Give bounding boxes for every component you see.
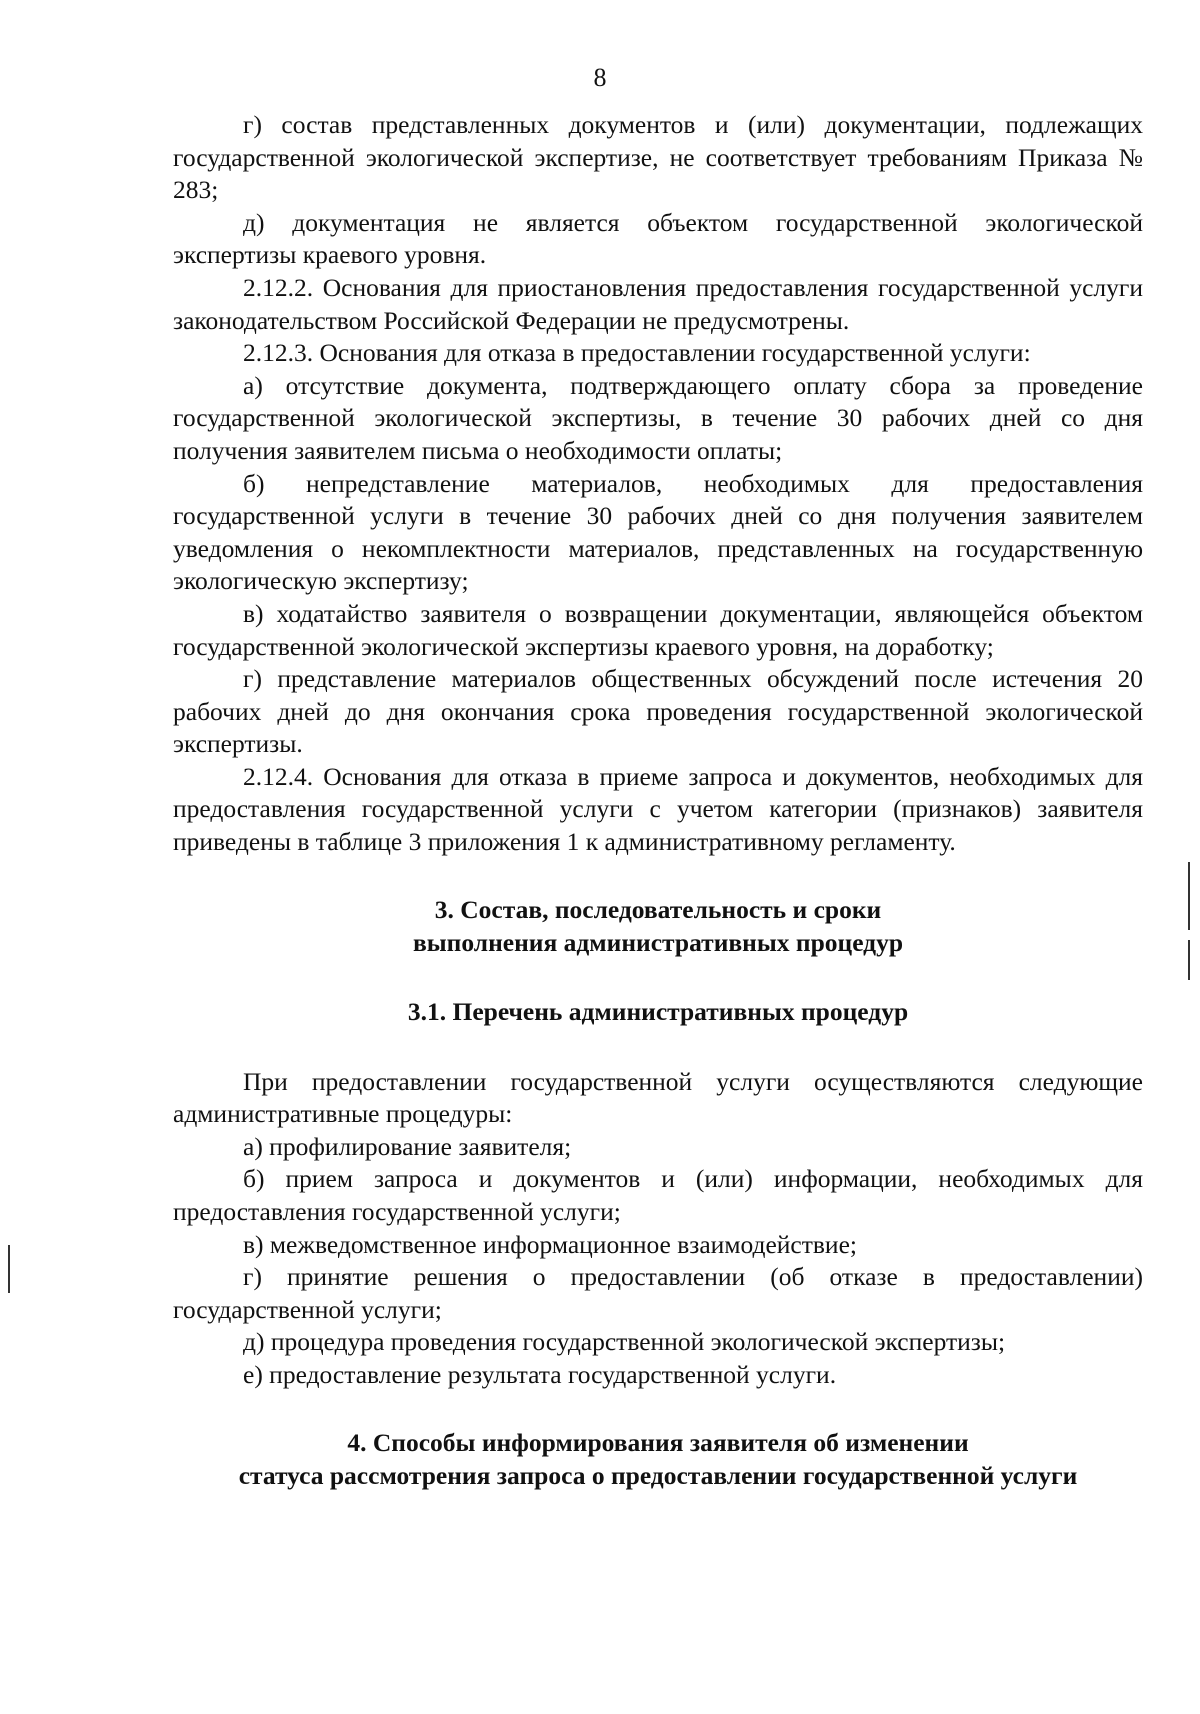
clause-2-12-2-paragraph: 2.12.2. Основания для приостановления предоставления государственной услуги законодательством Российской Федерации не предусмотрены. [173, 272, 1143, 335]
refusal-item-v-paragraph: в) ходатайство заявителя о возвращении документации, являющейся объектом государственной экологической экспертизы краевого уровня, на доработку; [173, 598, 1143, 661]
procedure-v-item: в) межведомственное информационное взаимодействие; [243, 1229, 857, 1259]
section-3-heading [173, 893, 1143, 959]
section-4-heading-line1: 4. Способы информирования заявителя об изменении [347, 1427, 969, 1457]
page-number: 8 [593, 63, 607, 92]
section-4-heading-line2: статуса рассмотрения запроса о предоставлении государственной услуги [238, 1460, 1078, 1490]
refusal-item-g-paragraph: г) представление материалов общественных обсуждений после истечения 20 рабочих дней до дня окончания срока проведения государственной экологической экспертизы. [173, 664, 1143, 759]
clause-2-12-3-paragraph: 2.12.3. Основания для отказа в предоставлении государственной услуги: [243, 338, 1031, 368]
item-d-paragraph: д) документация не является объектом государственной экологической экспертизы краевого уровня. [173, 207, 1143, 270]
procedures-intro-paragraph: При предоставлении государственной услуги осуществляются следующие административные процедуры: [173, 1066, 1143, 1129]
procedure-d-item: д) процедура проведения государственной экологической экспертизы; [243, 1327, 1006, 1357]
procedure-g-item: г) принятие решения о предоставлении (об отказе в предоставлении) государственной услуги; [173, 1262, 1143, 1324]
scan-margin-mark-left [8, 1245, 10, 1293]
clause-2-12-4-paragraph: 2.12.4. Основания для отказа в приеме запроса и документов, необходимых для предоставления государственной услуги с учетом категории (признаков) заявителя приведены в таблице 3 приложения 1 к административному регламенту. [173, 761, 1143, 857]
section-3-1-heading: 3.1. Перечень административных процедур [407, 996, 909, 1026]
item-g-paragraph: г) состав представленных документов и (или) документации, подлежащих государственной экологической экспертизе, не соответствует требованиям Приказа № 283; [173, 110, 1143, 205]
section-3-heading-line2: выполнения административных процедур [412, 927, 904, 957]
scan-margin-mark-right [1188, 862, 1190, 930]
procedure-a-item: а) профилирование заявителя; [243, 1131, 572, 1161]
document-body [173, 109, 1143, 1492]
section-3-heading-line1: 3. Состав, последовательность и сроки [434, 894, 882, 924]
refusal-item-b-paragraph: б) непредставление материалов, необходимых для предоставления государственной услуги в течение 30 рабочих дней со дня получения заявителем уведомления о некомплектности материалов, представленных на государственную экологическую экспертизу; [173, 468, 1143, 596]
section-4-heading [173, 1426, 1143, 1492]
scan-margin-mark-right-lower [1188, 940, 1190, 980]
refusal-item-a-paragraph: а) отсутствие документа, подтверждающего оплату сбора за проведение государственной экологической экспертизы, в течение 30 рабочих дней со дня получения заявителем письма о необходимости оплаты; [173, 370, 1143, 465]
procedure-e-item: е) предоставление результата государственной услуги. [243, 1360, 837, 1389]
procedure-b-item: б) прием запроса и документов и (или) информации, необходимых для предоставления государственной услуги; [173, 1164, 1143, 1227]
